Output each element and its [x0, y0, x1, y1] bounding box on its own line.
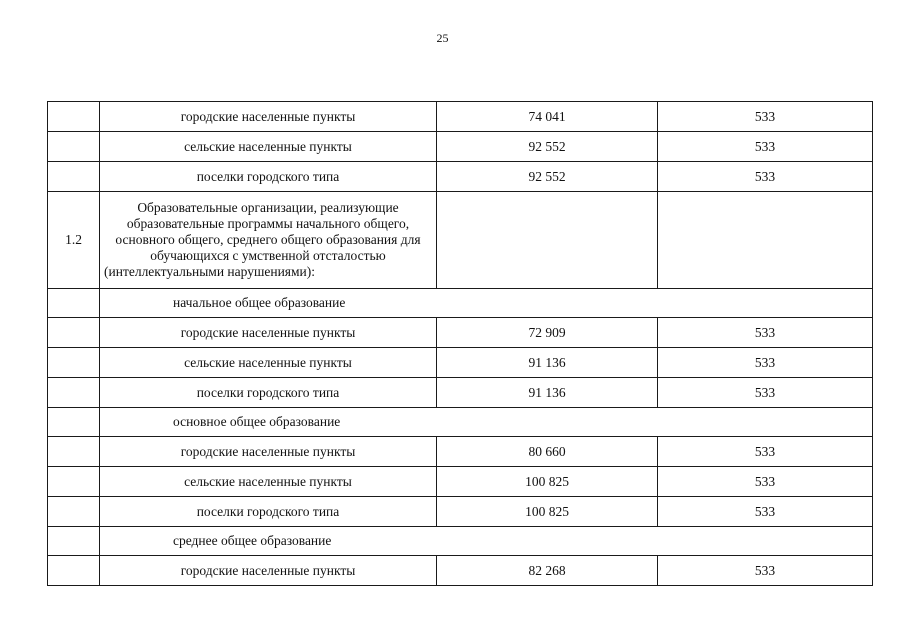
table-row-group — [48, 289, 873, 318]
section-title-cell: Образовательные организации, реализующие образовательные программы начального общего, основного общего, среднего общего образования для обучающихся с умственной отсталостью (интеллектуальными нарушениями): — [100, 192, 437, 289]
row-name-cell: городские населенные пункты — [100, 437, 437, 467]
row-number-cell — [48, 162, 100, 192]
row-value2-cell — [658, 192, 873, 289]
row-number-cell — [48, 527, 100, 556]
table-row — [48, 437, 873, 467]
row-value1-cell: 80 660 — [437, 437, 658, 467]
row-number-cell — [48, 102, 100, 132]
row-name-cell: сельские населенные пункты — [100, 467, 437, 497]
row-number-cell — [48, 289, 100, 318]
row-value1-cell: 100 825 — [437, 497, 658, 527]
table-row — [48, 348, 873, 378]
row-value1-cell: 100 825 — [437, 467, 658, 497]
row-value2-cell: 533 — [658, 348, 873, 378]
row-value1-cell: 91 136 — [437, 348, 658, 378]
row-value2-cell: 533 — [658, 132, 873, 162]
row-number-cell — [48, 348, 100, 378]
row-number-cell — [48, 497, 100, 527]
row-value2-cell: 533 — [658, 102, 873, 132]
row-value2-cell: 533 — [658, 497, 873, 527]
table-row — [48, 378, 873, 408]
table-row — [48, 556, 873, 586]
table-row-section — [48, 192, 873, 289]
row-name-cell: городские населенные пункты — [100, 102, 437, 132]
table-row — [48, 132, 873, 162]
group-title-cell: основное общее образование — [100, 408, 873, 437]
row-number-cell — [48, 408, 100, 437]
tariff-table — [47, 101, 873, 586]
row-value1-cell: 72 909 — [437, 318, 658, 348]
row-value2-cell: 533 — [658, 556, 873, 586]
table-row — [48, 162, 873, 192]
row-number-cell — [48, 437, 100, 467]
row-name-cell: поселки городского типа — [100, 378, 437, 408]
table-row-group — [48, 408, 873, 437]
row-value2-cell: 533 — [658, 162, 873, 192]
row-name-cell: городские населенные пункты — [100, 318, 437, 348]
row-value1-cell: 82 268 — [437, 556, 658, 586]
table-row — [48, 318, 873, 348]
row-value2-cell: 533 — [658, 318, 873, 348]
table-row — [48, 467, 873, 497]
row-value1-cell: 92 552 — [437, 132, 658, 162]
row-number-cell — [48, 467, 100, 497]
group-title-cell: среднее общее образование — [100, 527, 873, 556]
row-name-cell: сельские населенные пункты — [100, 132, 437, 162]
page-number: 25 — [436, 31, 449, 45]
row-name-cell: поселки городского типа — [100, 162, 437, 192]
row-value1-cell: 91 136 — [437, 378, 658, 408]
row-name-cell: поселки городского типа — [100, 497, 437, 527]
table-row — [48, 102, 873, 132]
row-value2-cell: 533 — [658, 467, 873, 497]
row-value1-cell — [437, 192, 658, 289]
table-row — [48, 497, 873, 527]
row-value1-cell: 74 041 — [437, 102, 658, 132]
row-number-cell — [48, 132, 100, 162]
row-value1-cell: 92 552 — [437, 162, 658, 192]
row-number-cell — [48, 556, 100, 586]
row-number-cell — [48, 378, 100, 408]
section-number-cell: 1.2 — [48, 192, 100, 289]
row-value2-cell: 533 — [658, 378, 873, 408]
group-title-cell: начальное общее образование — [100, 289, 873, 318]
row-number-cell — [48, 318, 100, 348]
row-name-cell: городские населенные пункты — [100, 556, 437, 586]
row-name-cell: сельские населенные пункты — [100, 348, 437, 378]
row-value2-cell: 533 — [658, 437, 873, 467]
table-row-group — [48, 527, 873, 556]
